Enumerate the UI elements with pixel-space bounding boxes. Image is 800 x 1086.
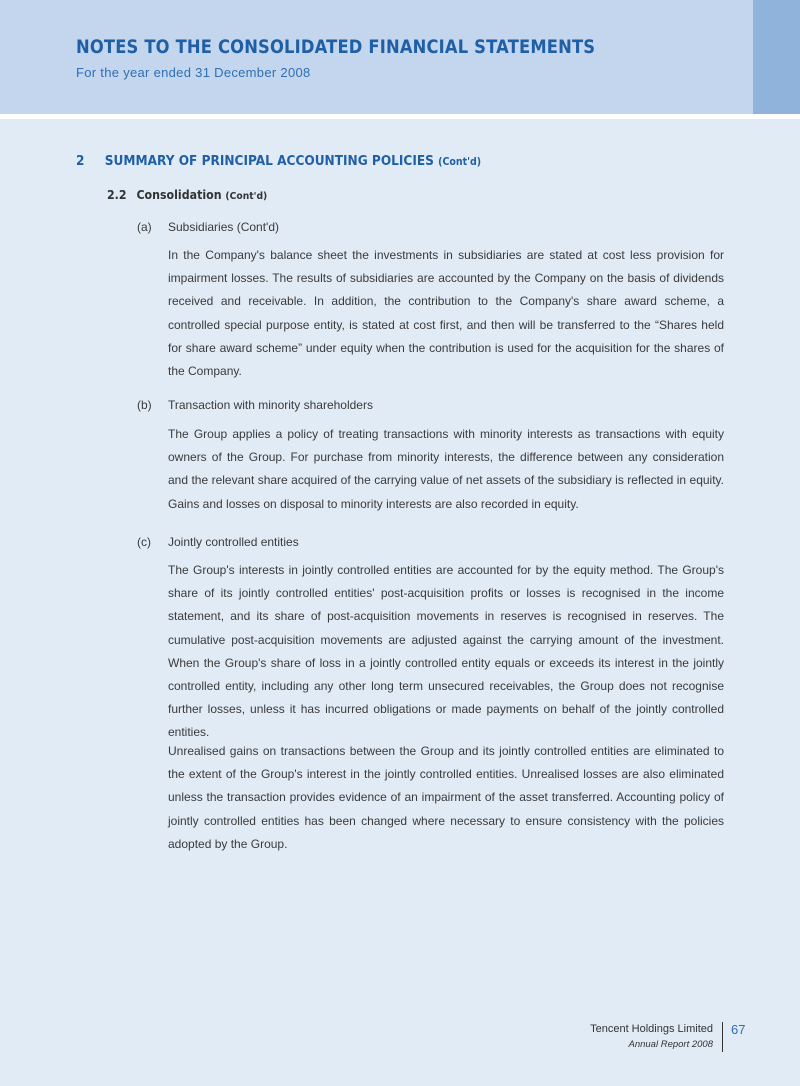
item-a-paragraph-1: In the Company's balance sheet the investments in subsidiaries are stated at cost less provision for impairment losses. The results of subsidiaries are accounted by the Company on the basis of dividends received and receivable. In addition, the contribution to the Company's share award scheme, a controlled special purpose entity, is stated at cost first, and then will be transferred to the “Shares held for share award scheme” under equity when the contribution is used for the acquisition for the shares of the Company.: [168, 248, 724, 379]
section-heading: [76, 153, 481, 169]
item-a-title: Subsidiaries (Cont'd): [168, 220, 280, 234]
footer-divider: [722, 1022, 723, 1052]
page-number: 67: [731, 1022, 746, 1037]
item-b-title: Transaction with minority shareholders: [168, 398, 373, 412]
item-b-label: (b): [137, 398, 152, 412]
subsection-contd: (Cont'd): [225, 191, 268, 202]
footer-report: Annual Report 2008: [628, 1039, 713, 1050]
item-a-label: (a): [137, 220, 152, 234]
footer-company: Tencent Holdings Limited: [590, 1023, 713, 1035]
subsection-title: Consolidation: [136, 188, 222, 202]
subsection-number: 2.2: [107, 188, 127, 202]
section-number: 2: [76, 153, 85, 169]
subsection-heading: [107, 188, 267, 202]
item-b-paragraph-1: The Group applies a policy of treating transactions with minority interests as transactions with equity owners of the Group. For purchase from minority interests, the difference between any consideration and the relevant share acquired of the carrying value of net assets of the subsidiary is reflected in equity. Gains and losses on disposal to minority interests are also recorded in equity.: [168, 427, 724, 511]
header-tab: [753, 0, 800, 114]
page-subtitle: For the year ended 31 December 2008: [76, 65, 311, 80]
page-title: NOTES TO THE CONSOLIDATED FINANCIAL STATEMENTS: [76, 36, 596, 58]
item-c-label: (c): [137, 535, 151, 549]
item-c-paragraph-1: The Group's interests in jointly controlled entities are accounted for by the equity method. The Group's share of its jointly controlled entities' post-acquisition profits or losses is recognised in the income statement, and its share of post-acquisition movements in reserves is recognised in reserves. The cumulative post-acquisition movements are adjusted against the carrying amount of the investment. When the Group's share of loss in a jointly controlled entity equals or exceeds its interest in the jointly controlled entity, including any other long term unsecured receivables, the Group does not recognise further losses, unless it has incurred obligations or made payments on behalf of the jointly controlled entities.: [168, 563, 724, 740]
item-c-paragraph-2: Unrealised gains on transactions between the Group and its jointly controlled entities are eliminated to the extent of the Group's interest in the jointly controlled entities. Unrealised losses are also eliminated unless the transaction provides evidence of an impairment of the asset transferred. Accounting policy of jointly controlled entities has been changed where necessary to ensure consistency with the policies adopted by the Group.: [168, 744, 724, 851]
section-title: SUMMARY OF PRINCIPAL ACCOUNTING POLICIES: [104, 153, 434, 169]
header-divider: [0, 114, 800, 119]
section-contd: (Cont'd): [438, 156, 482, 168]
item-c-title: Jointly controlled entities: [168, 535, 299, 549]
